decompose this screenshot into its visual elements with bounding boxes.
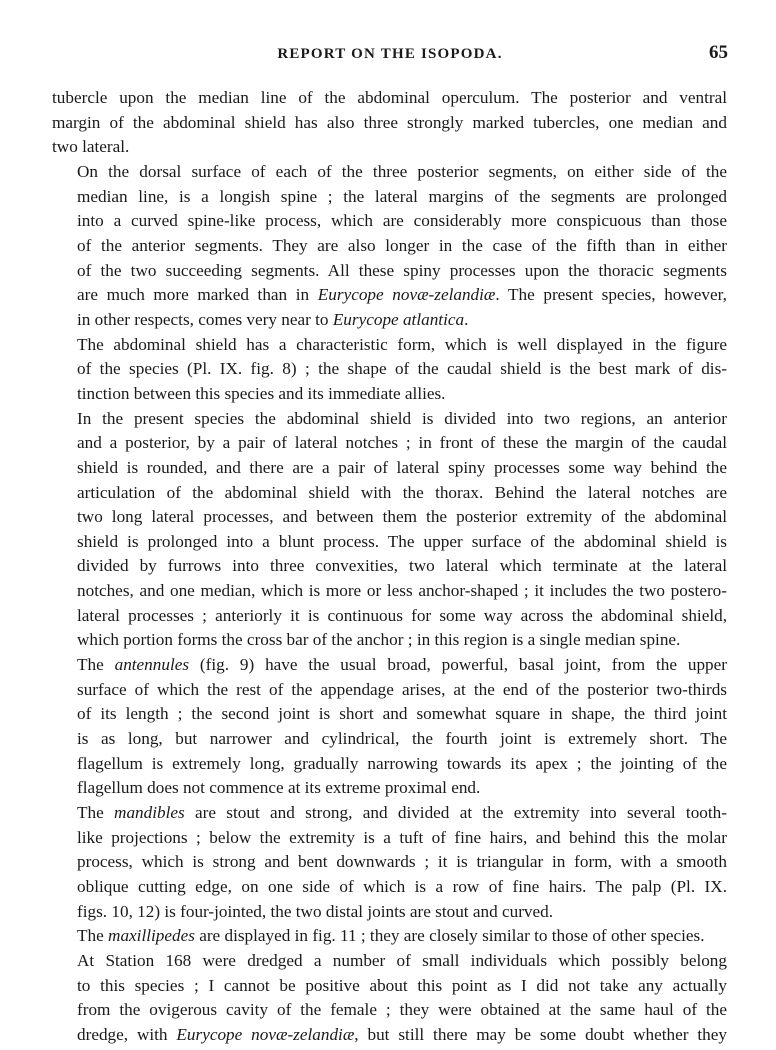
text-segment: notches, and one median, which is more or less anchor-shaped ; it includes the two postero-: [77, 581, 727, 601]
text-line: [52, 875, 727, 900]
text-line: [52, 185, 727, 210]
text-segment: surface of which the rest of the appendage arises, at the end of the posterior two-thirds: [77, 679, 727, 699]
text-line: [52, 579, 727, 604]
text-segment: dredge, with: [77, 1024, 177, 1044]
text-segment: The: [77, 926, 109, 946]
text-segment: like projections ; below the extremity is a tuft of fine hairs, and behind this the molar: [77, 827, 727, 847]
text-segment: of the two succeeding segments. All these spiny processes upon the thoracic segments: [77, 260, 727, 280]
text-line: [52, 259, 727, 284]
text-segment: are displayed in fig. 11 ; they are closely similar to those of other species.: [194, 926, 705, 946]
text-line: [52, 333, 727, 358]
text-line: [52, 702, 727, 727]
text-line: [52, 382, 727, 407]
text-segment: shield is rounded, and there are a pair of lateral spiny processes some way behind the: [77, 457, 727, 477]
text-segment: are much more marked than in: [77, 285, 318, 305]
text-segment: oblique cutting edge, on one side of which is a row of fine hairs. The palp (Pl. IX.: [77, 877, 727, 896]
text-segment: tubercle upon the median line of the abdominal operculum. The posterior and ventral: [52, 88, 727, 107]
italic-term: maxillipedes: [108, 926, 195, 946]
text-line: [52, 505, 727, 530]
text-segment: On the dorsal surface of each of the three posterior segments, on either side of the: [77, 161, 727, 181]
text-line: [52, 604, 727, 629]
text-segment: lateral processes ; anteriorly it is continuous for some way across the abdominal shield,: [77, 605, 727, 625]
text-line: [52, 86, 727, 111]
text-line: [52, 111, 727, 136]
text-line: [52, 998, 727, 1023]
text-line: [52, 900, 727, 925]
text-segment: The: [77, 655, 115, 675]
text-segment: In the present species the abdominal shield is divided into two regions, an anterior: [77, 408, 727, 428]
text-line: [52, 135, 727, 160]
italic-term: Eurycope atlantica: [332, 309, 465, 329]
text-line: [52, 776, 727, 801]
text-segment: flagellum is extremely long, gradually narrowing towards its apex ; the jointing of the: [77, 753, 727, 773]
text-segment: . The present species, however,: [495, 285, 727, 305]
text-line: [52, 209, 727, 234]
text-segment: in other respects, comes very near to: [77, 309, 333, 329]
text-line: [52, 924, 727, 949]
text-segment: .: [464, 309, 469, 329]
text-line: [52, 431, 727, 456]
text-segment: which portion forms the cross bar of the anchor ; in this region is a single median spine.: [77, 630, 681, 650]
paragraph: [52, 86, 727, 160]
italic-term: antennules: [114, 655, 190, 675]
text-segment: to this species ; I cannot be positive about this point as I did not take any actually: [77, 975, 727, 995]
paragraph: [52, 333, 727, 407]
text-segment: At Station 168 were dredged a number of small individuals which possibly belong: [77, 950, 727, 970]
italic-term: Eurycope novæ-zelandiæ: [176, 1024, 355, 1044]
text-line: [52, 407, 727, 432]
text-segment: figs. 10, 12) is four-jointed, the two distal joints are stout and curved.: [77, 901, 554, 921]
text-line: [52, 826, 727, 851]
text-segment: two long lateral processes, and between them the posterior extremity of the abdominal: [77, 507, 727, 527]
text-line: [52, 801, 727, 826]
text-segment: of the anterior segments. They are also longer in the case of the fifth than in either: [77, 235, 727, 255]
text-segment: , but still there may be some doubt whether they: [354, 1024, 727, 1044]
text-line: [52, 308, 727, 333]
text-segment: median line, is a longish spine ; the lateral margins of the segments are prolonged: [77, 186, 727, 206]
text-line: [52, 727, 727, 752]
paragraph: [52, 407, 727, 654]
text-segment: of the species (Pl. IX. fig. 8) ; the shape of the caudal shield is the best mark of dis-: [77, 359, 727, 379]
text-line: [52, 974, 727, 999]
text-line: [52, 530, 727, 555]
page-number: 65: [709, 42, 728, 63]
text-segment: of its length ; the second joint is short and somewhat square in shape, the third joint: [77, 704, 727, 724]
text-line: [52, 283, 727, 308]
text-line: [52, 850, 727, 875]
text-line: [52, 752, 727, 777]
text-segment: divided by furrows into three convexities, two lateral which terminate at the lateral: [77, 556, 727, 576]
text-line: [52, 628, 727, 653]
body-text: [52, 86, 727, 1048]
text-segment: from the ovigerous cavity of the female ; they were obtained at the same haul of the: [77, 1000, 727, 1020]
paragraph: [52, 949, 727, 1048]
text-line: [52, 949, 727, 974]
text-line: [52, 160, 727, 185]
text-line: [52, 653, 727, 678]
text-segment: tinction between this species and its immediate allies.: [77, 383, 446, 403]
text-line: [52, 234, 727, 259]
text-segment: are stout and strong, and divided at the extremity into several tooth-: [184, 803, 727, 823]
text-segment: shield is prolonged into a blunt process. The upper surface of the abdominal shield is: [77, 531, 727, 551]
paragraph: [52, 924, 727, 949]
text-line: [52, 1023, 727, 1048]
text-segment: process, which is strong and bent downwards ; it is triangular in form, with a smooth: [77, 852, 727, 872]
italic-term: mandibles: [114, 803, 185, 823]
running-title: REPORT ON THE ISOPODA.: [277, 46, 503, 62]
text-line: [52, 357, 727, 382]
text-segment: and a posterior, by a pair of lateral notches ; in front of these the margin of the caudal: [77, 433, 727, 453]
paragraph: [52, 160, 727, 333]
paragraph: [52, 653, 727, 801]
italic-term: Eurycope novæ-zelandiæ: [317, 285, 496, 305]
text-segment: two lateral.: [52, 137, 130, 157]
text-line: [52, 678, 727, 703]
text-line: [52, 481, 727, 506]
text-segment: The abdominal shield has a characteristic form, which is well displayed in the figure: [77, 334, 727, 354]
paragraph: [52, 801, 727, 924]
text-segment: margin of the abdominal shield has also three strongly marked tubercles, one median and: [52, 112, 727, 132]
page-header: [52, 42, 728, 68]
text-segment: is as long, but narrower and cylindrical, the fourth joint is extremely short. The: [77, 729, 727, 749]
text-line: [52, 554, 727, 579]
text-segment: flagellum does not commence at its extreme proximal end.: [77, 778, 481, 798]
text-segment: articulation of the abdominal shield with the thorax. Behind the lateral notches are: [77, 482, 727, 502]
text-segment: The: [77, 803, 115, 823]
text-segment: (fig. 9) have the usual broad, powerful, basal joint, from the upper: [189, 655, 727, 675]
text-segment: into a curved spine-like process, which are considerably more conspicuous than those: [77, 211, 727, 231]
text-line: [52, 456, 727, 481]
